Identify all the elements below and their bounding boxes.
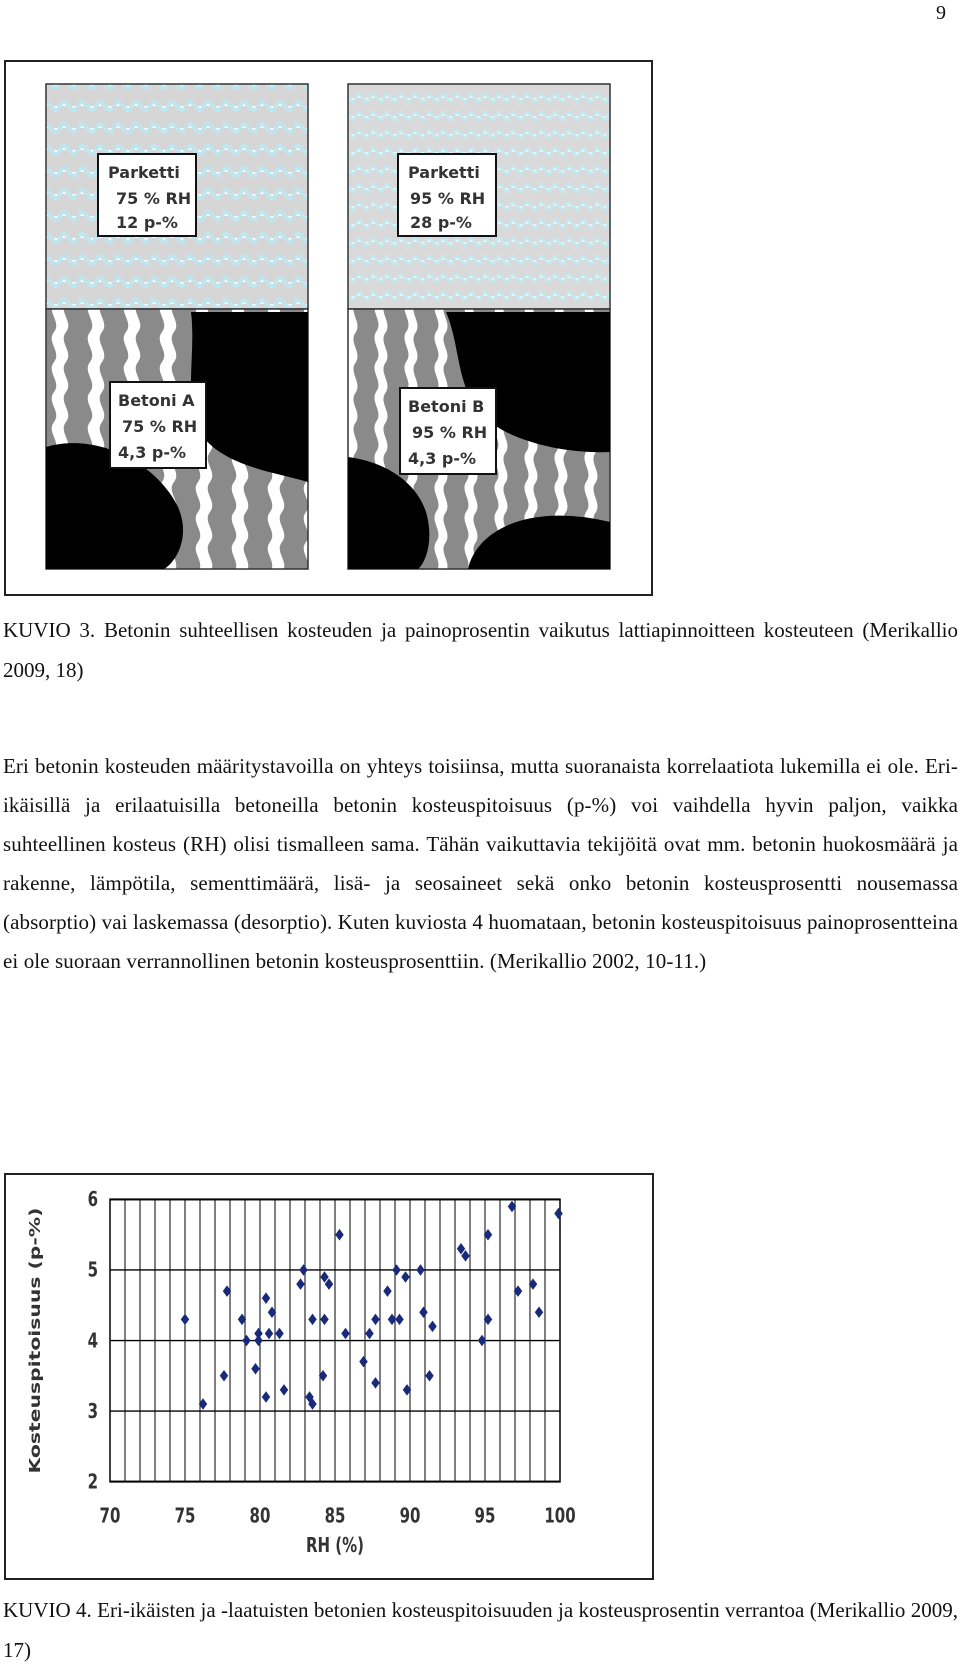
data-point: [365, 1328, 373, 1340]
data-point: [262, 1292, 270, 1304]
panel-label-3-weight: 4,3 p-%: [118, 443, 187, 462]
data-point: [341, 1328, 349, 1340]
data-point: [275, 1328, 283, 1340]
moisture-illustration: [6, 62, 655, 598]
panel-label-2-weight: 28 p-%: [410, 213, 472, 232]
y-tick-label: 4: [87, 1329, 98, 1353]
y-tick-label: 3: [87, 1399, 98, 1424]
panel-label-1-material: Parketti: [108, 163, 180, 182]
figure-4-chart: [4, 1173, 654, 1580]
y-tick-label: 2: [87, 1470, 98, 1495]
scatter-plot: [6, 1175, 656, 1582]
data-point: [554, 1208, 562, 1220]
data-point: [359, 1356, 367, 1368]
data-point: [254, 1335, 262, 1347]
data-point: [296, 1278, 304, 1290]
panel-label-4-material: Betoni B: [408, 397, 485, 416]
panel-label-2-rh: 95 % RH: [410, 189, 486, 208]
x-tick-label: 95: [474, 1504, 496, 1528]
figure-3: [4, 60, 653, 596]
page-number: 9: [936, 2, 946, 24]
figure-3-caption: KUVIO 3. Betonin suhteellisen kosteuden ja painoprosentin vaikutus lattiapinnoitteen kosteuteen (Merikallio 2009, 18): [3, 618, 958, 682]
y-axis-label: Kosteuspitoisuus (p-%): [26, 1207, 45, 1474]
panel-label-4-weight: 4,3 p-%: [408, 449, 477, 468]
data-point: [220, 1370, 228, 1382]
x-tick-label: 75: [174, 1504, 196, 1528]
data-point: [371, 1377, 379, 1389]
x-axis-label: RH (%): [305, 1533, 365, 1558]
data-point: [181, 1314, 189, 1326]
panel-label-3-material: Betoni A: [118, 391, 195, 410]
panel-label-1-rh: 75 % RH: [116, 189, 192, 208]
data-point: [262, 1391, 270, 1403]
x-tick-label: 90: [399, 1504, 421, 1528]
data-point: [335, 1229, 343, 1241]
data-point: [320, 1314, 328, 1326]
panel-label-2-material: Parketti: [408, 163, 480, 182]
y-tick-label: 6: [87, 1187, 98, 1212]
panel-label-4-rh: 95 % RH: [412, 423, 488, 442]
data-point: [265, 1328, 273, 1340]
x-tick-label: 80: [249, 1504, 271, 1528]
data-point: [392, 1264, 400, 1276]
data-point: [383, 1285, 391, 1297]
data-point: [416, 1264, 424, 1276]
data-point: [425, 1370, 433, 1382]
data-point: [308, 1314, 316, 1326]
y-tick-label: 5: [87, 1258, 98, 1283]
x-tick-label: 70: [99, 1504, 121, 1528]
data-point: [299, 1264, 307, 1276]
body-paragraph: Eri betonin kosteuden määritystavoilla on yhteys toisiinsa, mutta suoranaista korrelaatiota lukemilla ei ole. Eri-ikäisillä ja erilaatuisilla betoneilla betonin kosteuspitoisuus (p-%) voi vaihdella hyvin paljon, vaikka suhteellinen kosteus (RH) olisi tismalleen sama. Tähän vaikuttavia tekijöitä ovat mm. betonin huokosmäärä ja rakenne, lämpötila, sementtimäärä, lisä- ja seosaineet sekä onko betonin kosteusprosentti nousemassa (absorptio) vai laskemassa (desorptio). Kuten kuviosta 4 huomataan, betonin kosteuspitoisuus painoprosentteina ei ole suoraan verrannollinen betonin kosteusprosenttiin. (Merikallio 2002, 10-11.): [3, 754, 958, 973]
panel-label-3-rh: 75 % RH: [122, 417, 198, 436]
data-point: [401, 1271, 409, 1283]
x-tick-label: 85: [324, 1504, 346, 1528]
data-point: [419, 1307, 427, 1319]
data-point: [535, 1307, 543, 1319]
data-point: [428, 1321, 436, 1333]
data-point: [395, 1314, 403, 1326]
panel-label-1-weight: 12 p-%: [116, 213, 178, 232]
data-point: [251, 1363, 259, 1375]
x-tick-label: 100: [544, 1504, 576, 1528]
figure-4-caption: KUVIO 4. Eri-ikäisten ja -laatuisten betonien kosteuspitoisuuden ja kosteusprosentin verrantoa (Merikallio 2009, 17): [3, 1598, 958, 1662]
data-point: [242, 1335, 250, 1347]
data-point: [280, 1384, 288, 1396]
data-point: [371, 1314, 379, 1326]
